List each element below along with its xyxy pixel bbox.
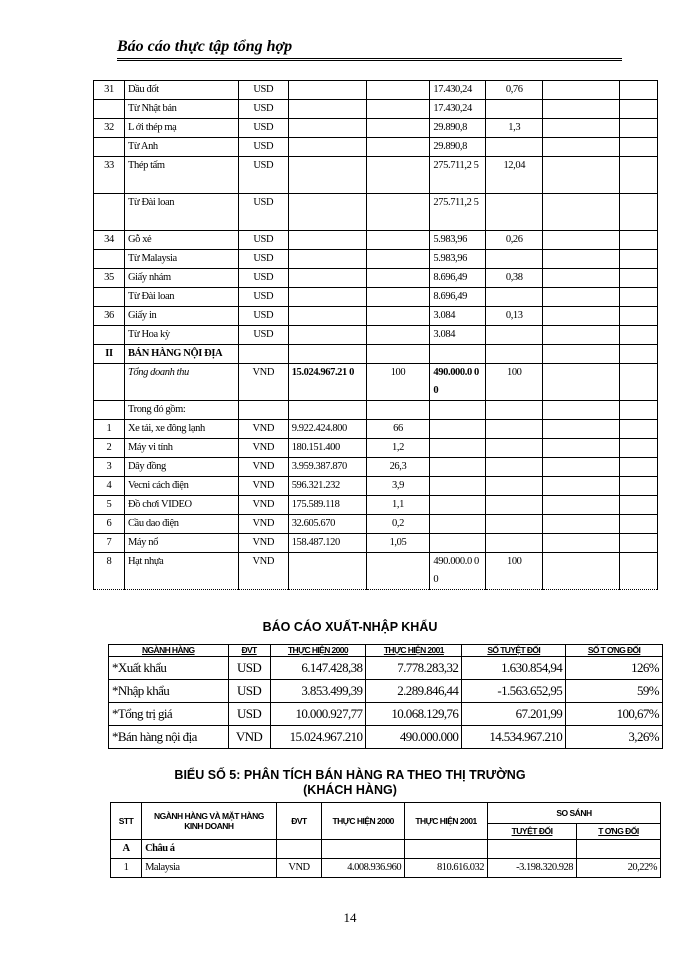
- row-name: L ới thép mạ: [124, 119, 238, 138]
- analysis-header-rel: T ƠNG ĐỐI: [577, 823, 661, 839]
- row-percent-2001: [486, 477, 543, 496]
- table-row: [94, 553, 658, 590]
- row-stt: [94, 100, 125, 119]
- row-value-2001: 29.890,8: [430, 119, 486, 138]
- row-unit: USD: [238, 250, 288, 269]
- row-stt: II: [94, 345, 125, 364]
- row-value-2000: 175.589.118: [288, 496, 366, 515]
- analysis-cell: 20,22%: [577, 859, 661, 878]
- row-unit: VND: [238, 458, 288, 477]
- row-extra-2: [620, 138, 658, 157]
- row-percent-2000: [366, 138, 430, 157]
- row-name: Từ Hoa kỳ: [124, 326, 238, 345]
- row-extra-1: [543, 534, 620, 553]
- row-extra-1: [543, 138, 620, 157]
- table-row: [94, 420, 658, 439]
- row-unit: VND: [238, 420, 288, 439]
- row-unit: VND: [238, 553, 288, 590]
- row-name: Trong đó gồm:: [124, 401, 238, 420]
- row-stt: 7: [94, 534, 125, 553]
- row-percent-2001: [486, 288, 543, 307]
- analysis-header-abs: TUYỆT ĐỐI: [487, 823, 576, 839]
- row-percent-2000: [366, 231, 430, 250]
- row-value-2001: [430, 477, 486, 496]
- report-cell: 2.289.846,44: [366, 680, 462, 703]
- analysis-header-stt: STT: [111, 803, 142, 840]
- row-percent-2001: 0,38: [486, 269, 543, 288]
- table-row: [111, 840, 661, 859]
- row-extra-1: [543, 458, 620, 477]
- row-extra-2: [620, 81, 658, 100]
- row-unit: USD: [238, 119, 288, 138]
- row-stt: [94, 326, 125, 345]
- row-name: Xe tải, xe đông lạnh: [124, 420, 238, 439]
- analysis-cell: A: [111, 840, 142, 859]
- row-percent-2000: [366, 81, 430, 100]
- row-percent-2001: [486, 420, 543, 439]
- row-value-2001: 275.711,2 5: [430, 194, 486, 231]
- report-cell: *Bán hàng nội địa: [109, 726, 229, 749]
- row-unit: USD: [238, 269, 288, 288]
- report-cell: 67.201,99: [462, 703, 566, 726]
- report-cell: -1.563.652,95: [462, 680, 566, 703]
- table-row: [94, 231, 658, 250]
- row-value-2000: [288, 553, 366, 590]
- row-value-2000: 596.321.232: [288, 477, 366, 496]
- row-percent-2000: 1,05: [366, 534, 430, 553]
- row-value-2000: 180.151.400: [288, 439, 366, 458]
- row-value-2000: 158.487.120: [288, 534, 366, 553]
- row-percent-2000: [366, 345, 430, 364]
- analysis-cell: [487, 840, 576, 859]
- row-percent-2000: [366, 401, 430, 420]
- row-unit: USD: [238, 231, 288, 250]
- header-rule: [117, 58, 622, 61]
- row-value-2001: [430, 458, 486, 477]
- row-extra-2: [620, 401, 658, 420]
- table-row: [94, 81, 658, 100]
- report-cell: 100,67%: [566, 703, 663, 726]
- row-percent-2001: 1,3: [486, 119, 543, 138]
- row-percent-2000: [366, 194, 430, 231]
- table-row: [94, 458, 658, 477]
- row-stt: 8: [94, 553, 125, 590]
- table-row: [94, 364, 658, 401]
- row-unit: VND: [238, 534, 288, 553]
- table-row: [94, 138, 658, 157]
- row-extra-2: [620, 100, 658, 119]
- report-cell: USD: [228, 703, 270, 726]
- row-value-2001: 3.084: [430, 326, 486, 345]
- row-extra-2: [620, 119, 658, 138]
- row-extra-1: [543, 81, 620, 100]
- row-stt: [94, 250, 125, 269]
- report-cell: 1.630.854,94: [462, 657, 566, 680]
- row-extra-1: [543, 364, 620, 401]
- analysis-header-compare: SO SÁNH: [487, 803, 660, 824]
- row-unit: VND: [238, 496, 288, 515]
- row-value-2001: 3.084: [430, 307, 486, 326]
- row-percent-2000: 0,2: [366, 515, 430, 534]
- row-extra-2: [620, 364, 658, 401]
- row-value-2000: 9.922.424.800: [288, 420, 366, 439]
- analysis-cell: 1: [111, 859, 142, 878]
- row-extra-2: [620, 534, 658, 553]
- row-extra-1: [543, 194, 620, 231]
- row-name: Từ Nhật bản: [124, 100, 238, 119]
- row-extra-2: [620, 326, 658, 345]
- row-extra-2: [620, 288, 658, 307]
- analysis-cell: Châu á: [142, 840, 277, 859]
- report-cell: 3.853.499,39: [270, 680, 366, 703]
- analysis-cell: [276, 840, 322, 859]
- row-extra-1: [543, 515, 620, 534]
- row-percent-2000: 26,3: [366, 458, 430, 477]
- row-unit: USD: [238, 307, 288, 326]
- report-header-4: SỐ TUYỆT ĐỐI: [462, 645, 566, 657]
- row-value-2001: 275.711,2 5: [430, 157, 486, 194]
- table-row: [94, 194, 658, 231]
- row-value-2000: [288, 157, 366, 194]
- row-percent-2000: [366, 100, 430, 119]
- row-stt: 34: [94, 231, 125, 250]
- row-value-2001: [430, 401, 486, 420]
- page-header: Báo cáo thực tập tổng hợp: [117, 38, 293, 55]
- report-cell: 126%: [566, 657, 663, 680]
- row-unit: USD: [238, 157, 288, 194]
- table-row: [94, 496, 658, 515]
- row-name: Máy nổ: [124, 534, 238, 553]
- row-percent-2000: [366, 157, 430, 194]
- row-value-2000: [288, 250, 366, 269]
- row-unit: USD: [238, 81, 288, 100]
- row-extra-2: [620, 194, 658, 231]
- report-cell: 14.534.967.210: [462, 726, 566, 749]
- row-unit: USD: [238, 326, 288, 345]
- table-row: [109, 703, 663, 726]
- table-row: [111, 859, 661, 878]
- row-value-2000: [288, 194, 366, 231]
- row-stt: [94, 364, 125, 401]
- table-row: [94, 269, 658, 288]
- row-percent-2000: [366, 307, 430, 326]
- analysis-cell: 810.616.032: [405, 859, 488, 878]
- row-extra-2: [620, 515, 658, 534]
- row-value-2000: [288, 345, 366, 364]
- table-row: [109, 680, 663, 703]
- row-stt: 1: [94, 420, 125, 439]
- row-percent-2000: [366, 250, 430, 269]
- report-cell: 10.068.129,76: [366, 703, 462, 726]
- row-unit: [238, 401, 288, 420]
- row-extra-2: [620, 157, 658, 194]
- row-extra-1: [543, 326, 620, 345]
- page-number: 14: [343, 910, 357, 925]
- row-name: Từ Đài loan: [124, 288, 238, 307]
- row-value-2001: 8.696,49: [430, 288, 486, 307]
- table-row: [94, 401, 658, 420]
- table-row: [94, 250, 658, 269]
- row-stt: [94, 401, 125, 420]
- row-value-2001: [430, 496, 486, 515]
- row-value-2000: [288, 100, 366, 119]
- table-row: [94, 534, 658, 553]
- row-stt: [94, 288, 125, 307]
- row-value-2001: 17.430,24: [430, 100, 486, 119]
- row-value-2001: [430, 439, 486, 458]
- row-percent-2000: [366, 326, 430, 345]
- report-cell: VND: [228, 726, 270, 749]
- row-percent-2001: [486, 326, 543, 345]
- row-stt: 32: [94, 119, 125, 138]
- report-cell: *Tổng trị giá: [109, 703, 229, 726]
- row-value-2001: 5.983,96: [430, 231, 486, 250]
- row-extra-2: [620, 250, 658, 269]
- row-percent-2001: 100: [486, 364, 543, 401]
- row-extra-1: [543, 231, 620, 250]
- row-stt: 33: [94, 157, 125, 194]
- analysis-title-line2: (KHÁCH HÀNG): [303, 783, 397, 797]
- row-name: BÁN HÀNG NỘI ĐỊA: [124, 345, 238, 364]
- row-extra-1: [543, 307, 620, 326]
- report-header-0: NGÀNH HÀNG: [109, 645, 229, 657]
- main-table: [93, 80, 658, 590]
- row-name: Vecni cách điện: [124, 477, 238, 496]
- row-percent-2001: [486, 458, 543, 477]
- row-extra-1: [543, 250, 620, 269]
- row-value-2000: 15.024.967.21 0: [288, 364, 366, 401]
- row-name: Giấy nhám: [124, 269, 238, 288]
- row-stt: 4: [94, 477, 125, 496]
- row-percent-2001: [486, 534, 543, 553]
- row-extra-1: [543, 439, 620, 458]
- row-percent-2000: [366, 288, 430, 307]
- report-cell: *Nhập khẩu: [109, 680, 229, 703]
- row-percent-2000: 66: [366, 420, 430, 439]
- row-name: Từ Đài loan: [124, 194, 238, 231]
- row-extra-1: [543, 100, 620, 119]
- row-percent-2001: [486, 250, 543, 269]
- report-cell: 6.147.428,38: [270, 657, 366, 680]
- report-header-2: THỰC HIỆN 2000: [270, 645, 366, 657]
- row-value-2000: [288, 401, 366, 420]
- row-value-2001: 490.000.0 00: [430, 364, 486, 401]
- analysis-cell: [405, 840, 488, 859]
- analysis-header-2000: THỰC HIỆN 2000: [322, 803, 405, 840]
- row-extra-1: [543, 269, 620, 288]
- report-cell: USD: [228, 680, 270, 703]
- table-row: [94, 288, 658, 307]
- row-unit: USD: [238, 138, 288, 157]
- row-percent-2000: [366, 119, 430, 138]
- row-value-2000: 32.605.670: [288, 515, 366, 534]
- report-cell: 59%: [566, 680, 663, 703]
- row-name: Từ Malaysia: [124, 250, 238, 269]
- row-extra-1: [543, 401, 620, 420]
- row-stt: [94, 138, 125, 157]
- row-stt: 6: [94, 515, 125, 534]
- row-extra-2: [620, 345, 658, 364]
- row-percent-2001: 12,04: [486, 157, 543, 194]
- row-unit: USD: [238, 100, 288, 119]
- row-unit: VND: [238, 477, 288, 496]
- analysis-cell: [577, 840, 661, 859]
- row-unit: [238, 345, 288, 364]
- row-extra-1: [543, 553, 620, 590]
- table-row: [109, 726, 663, 749]
- row-name: Hạt nhựa: [124, 553, 238, 590]
- row-extra-1: [543, 288, 620, 307]
- report-cell: 3,26%: [566, 726, 663, 749]
- row-name: Cầu dao điện: [124, 515, 238, 534]
- analysis-header-name: NGÀNH HÀNG VÀ MẶT HÀNG KINH DOANH: [142, 803, 277, 840]
- row-value-2001: [430, 420, 486, 439]
- row-value-2000: [288, 138, 366, 157]
- row-extra-1: [543, 157, 620, 194]
- row-extra-2: [620, 420, 658, 439]
- row-value-2001: 17.430,24: [430, 81, 486, 100]
- row-name: Tổng doanh thu: [124, 364, 238, 401]
- row-stt: 5: [94, 496, 125, 515]
- row-extra-2: [620, 496, 658, 515]
- row-unit: VND: [238, 364, 288, 401]
- report-header-5: SỐ T ƠNG ĐỐI: [566, 645, 663, 657]
- row-percent-2001: [486, 100, 543, 119]
- table-row: [94, 119, 658, 138]
- row-name: Giấy in: [124, 307, 238, 326]
- row-value-2000: [288, 326, 366, 345]
- row-value-2001: [430, 515, 486, 534]
- table-row: [94, 100, 658, 119]
- row-percent-2000: 3,9: [366, 477, 430, 496]
- row-name: Thép tấm: [124, 157, 238, 194]
- row-stt: 3: [94, 458, 125, 477]
- row-extra-2: [620, 307, 658, 326]
- row-percent-2001: 0,76: [486, 81, 543, 100]
- row-stt: 31: [94, 81, 125, 100]
- row-percent-2001: 0,13: [486, 307, 543, 326]
- analysis-title-line1: BIỂU SỐ 5: PHÂN TÍCH BÁN HÀNG RA THEO THỊ TRƯỜNG: [174, 768, 526, 782]
- row-percent-2001: 100: [486, 553, 543, 590]
- analysis-cell: VND: [276, 859, 322, 878]
- row-percent-2001: [486, 401, 543, 420]
- analysis-cell: Malaysia: [142, 859, 277, 878]
- row-value-2001: [430, 345, 486, 364]
- table-row: [94, 345, 658, 364]
- row-percent-2000: 1,2: [366, 439, 430, 458]
- row-percent-2001: [486, 515, 543, 534]
- report-header-1: ĐVT: [228, 645, 270, 657]
- row-value-2001: 8.696,49: [430, 269, 486, 288]
- row-value-2000: [288, 81, 366, 100]
- table-row: [109, 657, 663, 680]
- row-name: Dây đồng: [124, 458, 238, 477]
- row-value-2000: [288, 288, 366, 307]
- row-percent-2000: [366, 269, 430, 288]
- row-stt: 2: [94, 439, 125, 458]
- row-percent-2001: [486, 439, 543, 458]
- table-row: [94, 307, 658, 326]
- row-name: Dầu đốt: [124, 81, 238, 100]
- analysis-cell: [322, 840, 405, 859]
- row-extra-2: [620, 477, 658, 496]
- row-name: Máy vi tính: [124, 439, 238, 458]
- analysis-table: [110, 802, 661, 878]
- table-row: [94, 439, 658, 458]
- analysis-cell: 4.008.936.960: [322, 859, 405, 878]
- row-extra-1: [543, 496, 620, 515]
- row-value-2000: [288, 269, 366, 288]
- row-value-2000: [288, 119, 366, 138]
- report-title: BÁO CÁO XUẤT-NHẬP KHẨU: [262, 620, 438, 634]
- report-cell: USD: [228, 657, 270, 680]
- table-row: [94, 157, 658, 194]
- row-extra-1: [543, 345, 620, 364]
- row-extra-2: [620, 458, 658, 477]
- row-percent-2001: [486, 345, 543, 364]
- analysis-header-2001: THỰC HIỆN 2001: [405, 803, 488, 840]
- report-cell: 15.024.967.210: [270, 726, 366, 749]
- row-unit: USD: [238, 194, 288, 231]
- row-name: Gỗ xẻ: [124, 231, 238, 250]
- analysis-header-unit: ĐVT: [276, 803, 322, 840]
- row-name: Từ Anh: [124, 138, 238, 157]
- row-extra-1: [543, 420, 620, 439]
- row-stt: [94, 194, 125, 231]
- row-extra-1: [543, 477, 620, 496]
- row-extra-2: [620, 231, 658, 250]
- row-value-2001: 490.000.0 00: [430, 553, 486, 590]
- row-stt: 35: [94, 269, 125, 288]
- row-percent-2000: [366, 553, 430, 590]
- row-unit: VND: [238, 515, 288, 534]
- report-cell: 7.778.283,32: [366, 657, 462, 680]
- row-percent-2000: 1,1: [366, 496, 430, 515]
- analysis-cell: -3.198.320.928: [487, 859, 576, 878]
- row-extra-2: [620, 439, 658, 458]
- row-value-2001: 29.890,8: [430, 138, 486, 157]
- row-stt: 36: [94, 307, 125, 326]
- row-unit: USD: [238, 288, 288, 307]
- report-cell: *Xuất khẩu: [109, 657, 229, 680]
- row-extra-2: [620, 553, 658, 590]
- report-table: [108, 644, 663, 749]
- report-cell: 10.000.927,77: [270, 703, 366, 726]
- table-row: [94, 326, 658, 345]
- row-percent-2000: 100: [366, 364, 430, 401]
- row-percent-2001: [486, 138, 543, 157]
- row-extra-1: [543, 119, 620, 138]
- row-value-2001: 5.983,96: [430, 250, 486, 269]
- table-row: [94, 477, 658, 496]
- row-name: Đồ chơi VIDEO: [124, 496, 238, 515]
- row-extra-2: [620, 269, 658, 288]
- row-percent-2001: [486, 496, 543, 515]
- report-header-3: THỰC HIỆN 2001: [366, 645, 462, 657]
- row-value-2001: [430, 534, 486, 553]
- row-value-2000: [288, 231, 366, 250]
- table-row: [94, 515, 658, 534]
- report-cell: 490.000.000: [366, 726, 462, 749]
- row-value-2000: [288, 307, 366, 326]
- row-unit: VND: [238, 439, 288, 458]
- row-percent-2001: 0,26: [486, 231, 543, 250]
- row-value-2000: 3.959.387.870: [288, 458, 366, 477]
- row-percent-2001: [486, 194, 543, 231]
